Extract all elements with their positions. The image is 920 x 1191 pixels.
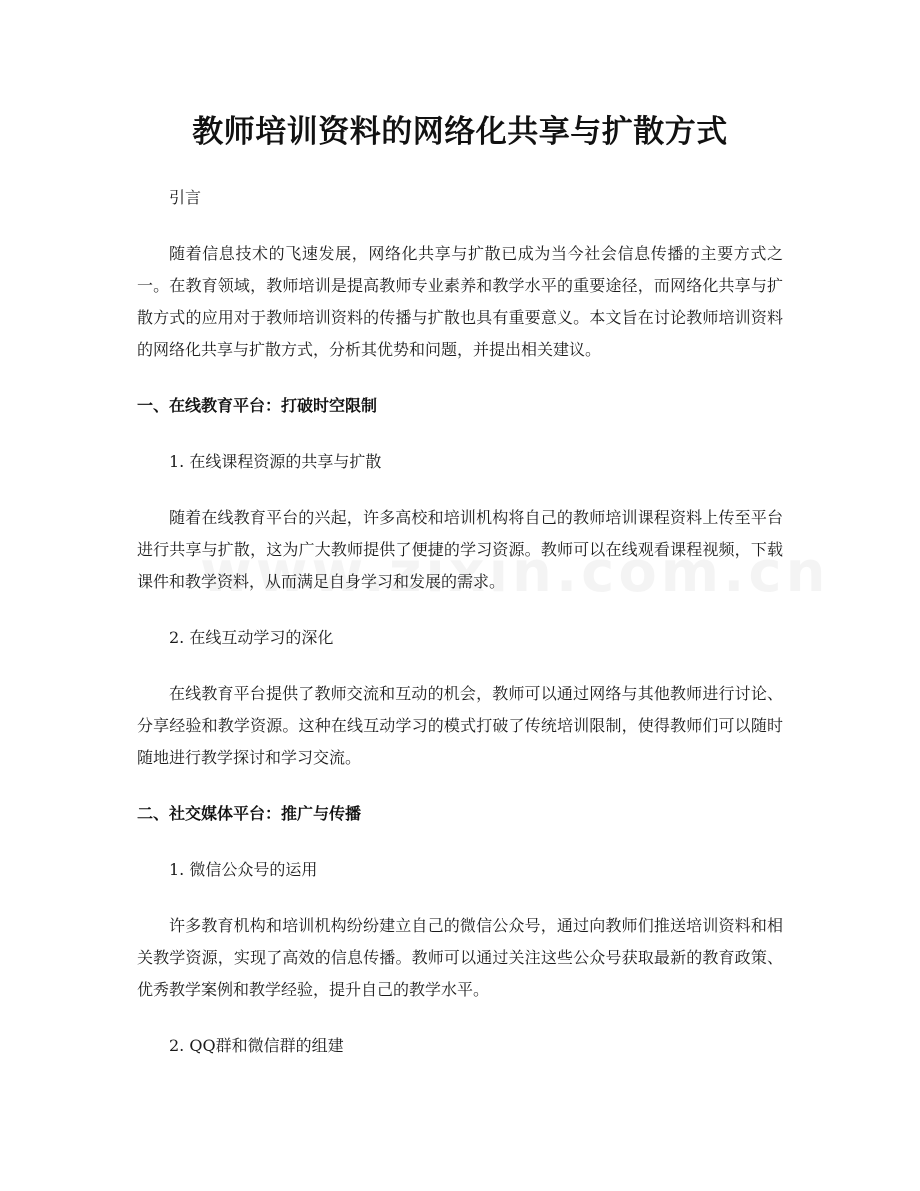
subsection-paragraph: 在线教育平台提供了教师交流和互动的机会，教师可以通过网络与其他教师进行讨论、分享经验和教学资源。这种在线互动学习的模式打破了传统培训限制，使得教师们可以随时随地进行教学探讨和学习交流。 xyxy=(137,684,783,767)
intro-paragraph: 随着信息技术的飞速发展，网络化共享与扩散已成为当今社会信息传播的主要方式之一。在教育领域，教师培训是提高教师专业素养和教学水平的重要途径，而网络化共享与扩散方式的应用对于教师培训资料的传播与扩散也具有重要意义。本文旨在讨论教师培训资料的网络化共享与扩散方式，分析其优势和问题，并提出相关建议。 xyxy=(137,244,783,359)
document-title: 教师培训资料的网络化共享与扩散方式 xyxy=(192,114,728,150)
subsection-heading: 1. 微信公众号的运用 xyxy=(169,860,318,879)
section-heading: 二、社交媒体平台：推广与传播 xyxy=(137,804,362,823)
document-body xyxy=(137,182,783,1086)
subsection-heading: 1. 在线课程资源的共享与扩散 xyxy=(169,452,382,471)
subsection-heading: 2. QQ群和微信群的组建 xyxy=(169,1036,344,1055)
intro-label: 引言 xyxy=(169,188,202,207)
subsection-paragraph: 许多教育机构和培训机构纷纷建立自己的微信公众号，通过向教师们推送培训资料和相关教学资源，实现了高效的信息传播。教师可以通过关注这些公众号获取最新的教育政策、优秀教学案例和教学经验，提升自己的教学水平。 xyxy=(137,916,783,999)
section-1 xyxy=(137,390,783,774)
section-2 xyxy=(137,798,783,1062)
section-heading: 一、在线教育平台：打破时空限制 xyxy=(137,396,378,415)
subsection-paragraph: 随着在线教育平台的兴起，许多高校和培训机构将自己的教师培训课程资料上传至平台进行共享与扩散，这为广大教师提供了便捷的学习资源。教师可以在线观看课程视频，下载课件和教学资料，从而满足自身学习和发展的需求。 xyxy=(137,508,783,591)
subsection-heading: 2. 在线互动学习的深化 xyxy=(169,628,334,647)
